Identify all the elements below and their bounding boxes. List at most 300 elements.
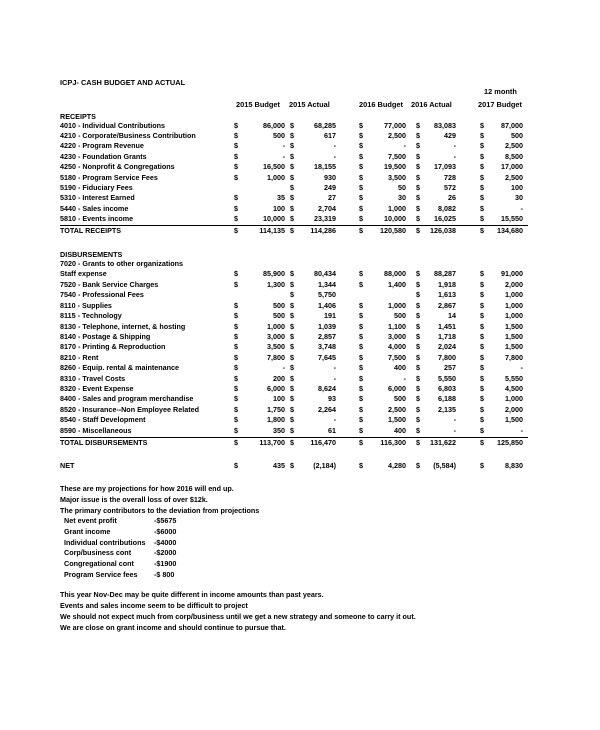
note-paragraph-3: We should not expect much from corp/business until we get a new strategy and someone to carry it out.	[60, 612, 416, 621]
amount-2016-budget: 1,000	[388, 300, 406, 310]
row-label: 4010 - Individual Contributions	[60, 120, 166, 130]
amount-2016-actual: 14	[448, 311, 456, 321]
amount-2016-budget: 500	[394, 394, 406, 404]
amount-2015-budget: 200	[273, 373, 285, 383]
amount-2015-actual: -	[333, 363, 336, 373]
dollar-sign-2015-budget: $	[234, 438, 238, 447]
row-label: 5810 - Events income	[60, 214, 134, 224]
document-title: ICPJ- CASH BUDGET AND ACTUAL	[60, 78, 186, 87]
dollar-sign-2016-budget: $	[359, 151, 363, 161]
dollar-sign-2015-actual: $	[290, 342, 294, 352]
amount-2016-budget: 1,400	[388, 279, 406, 289]
net-row	[0, 461, 600, 471]
dollar-sign-2016-budget: $	[359, 331, 363, 341]
disbursement-row	[0, 342, 600, 352]
dollar-sign-2015-budget: $	[234, 269, 238, 279]
dollar-sign-2015-actual: $	[290, 331, 294, 341]
dollar-sign-2017-budget: $	[480, 120, 484, 130]
amount-2015-budget: 1,800	[267, 415, 285, 425]
row-label: 5190 - Fiduciary Fees	[60, 182, 133, 192]
receipt-row	[0, 131, 600, 141]
amount-2017-budget: 15,550	[501, 214, 523, 224]
amount-2016-budget: 7,500	[388, 352, 406, 362]
receipt-row	[0, 214, 600, 224]
dollar-sign-2015-actual: $	[290, 404, 294, 414]
row-label: 8590 - Miscellaneous	[60, 425, 132, 435]
amount-2015-budget: 3,000	[267, 331, 285, 341]
amount-2015-actual: 191	[324, 311, 336, 321]
dollar-sign-2016-actual: $	[416, 214, 420, 224]
dollar-sign-2015-actual: $	[290, 151, 294, 161]
amount-2015-budget: 1,300	[267, 279, 285, 289]
amount-2015-actual: 930	[324, 172, 336, 182]
dollar-sign-2017-budget: $	[480, 311, 484, 321]
row-label: 8400 - Sales and program merchandise	[60, 394, 194, 404]
row-label: Staff expense	[60, 269, 107, 279]
dollar-sign-2017-budget: $	[480, 193, 484, 203]
amount-2015-actual: 27	[328, 193, 336, 203]
amount-2017-budget: 1,500	[505, 321, 523, 331]
disbursement-row	[0, 311, 600, 321]
dollar-sign-2015-budget: $	[234, 172, 238, 182]
dollar-sign-2016-actual: $	[416, 141, 420, 151]
dollar-sign-2015-budget: $	[234, 404, 238, 414]
amount-2015-budget: 1,750	[267, 404, 285, 414]
disbursement-row	[0, 332, 600, 342]
dollar-sign-2015-budget: $	[234, 363, 238, 373]
amount-2017-budget: 8,500	[505, 151, 523, 161]
dollar-sign-2016-budget: $	[359, 193, 363, 203]
amount-2015-budget: 100	[273, 394, 285, 404]
dollar-sign-2016-budget: $	[359, 141, 363, 151]
amount-2016-actual: 16,025	[434, 214, 456, 224]
amount-2016-budget: 400	[394, 363, 406, 373]
note-paragraph-2: Events and sales income seem to be difficult to project	[60, 601, 248, 610]
amount-2015-actual: 249	[324, 182, 336, 192]
dollar-sign-2017-budget: $	[480, 172, 484, 182]
dollar-sign-2016-actual: $	[416, 321, 420, 331]
dollar-sign-2016-actual: $	[416, 352, 420, 362]
contributor-value: -$ 800	[154, 570, 175, 579]
dollar-sign-2015-actual: $	[290, 363, 294, 373]
dollar-sign-2015-actual: $	[290, 172, 294, 182]
amount-2015-actual: -	[333, 141, 336, 151]
row-label: 7020 - Grants to other organizations	[60, 259, 184, 268]
dollar-sign-2016-actual: $	[416, 290, 420, 300]
dollar-sign-2017-budget: $	[480, 352, 484, 362]
amount-2016-actual: 2,135	[438, 404, 456, 414]
dollar-sign-2016-budget: $	[359, 182, 363, 192]
amount-2016-actual: -	[453, 141, 456, 151]
amount-2016-budget: 30	[398, 193, 406, 203]
dollar-sign-2015-actual: $	[290, 394, 294, 404]
amount-2016-budget: 500	[394, 311, 406, 321]
amount-2017-budget: 2,000	[505, 279, 523, 289]
amount-2015-actual: 2,857	[318, 331, 336, 341]
dollar-sign-2015-budget: $	[234, 373, 238, 383]
dollar-sign-2017-budget: $	[480, 384, 484, 394]
col-header-2017-line1: 12 month	[484, 87, 517, 96]
dollar-sign-2015-actual: $	[290, 425, 294, 435]
dollar-sign-2016-budget: $	[359, 269, 363, 279]
dollar-sign-2015-budget: $	[234, 311, 238, 321]
amount-2015-budget: 6,000	[267, 384, 285, 394]
amount-2016-budget: 120,580	[380, 226, 406, 235]
dollar-sign-2017-budget: $	[480, 321, 484, 331]
amount-2016-actual: 1,918	[438, 279, 456, 289]
amount-2015-actual: 1,344	[318, 279, 336, 289]
dollar-sign-2016-actual: $	[416, 311, 420, 321]
dollar-sign-2016-budget: $	[359, 384, 363, 394]
dollar-sign-2017-budget: $	[480, 130, 484, 140]
note-paragraph-4: We are close on grant income and should continue to pursue that.	[60, 623, 286, 632]
dollar-sign-2017-budget: $	[480, 461, 484, 470]
dollar-sign-2015-actual: $	[290, 226, 294, 235]
dollar-sign-2015-budget: $	[234, 120, 238, 130]
amount-2016-actual: 17,093	[434, 162, 456, 172]
amount-2017-budget: 30	[515, 193, 523, 203]
dollar-sign-2015-budget: $	[234, 461, 238, 470]
dollar-sign-2016-budget: $	[359, 226, 363, 235]
dollar-sign-2015-actual: $	[290, 130, 294, 140]
receipt-row	[0, 173, 600, 183]
contributor-value: -$1900	[154, 559, 177, 569]
dollar-sign-2015-actual: $	[290, 203, 294, 213]
amount-2016-budget: 88,000	[384, 269, 406, 279]
contributor-label: Grant income	[64, 526, 111, 536]
disbursement-row	[0, 405, 600, 415]
dollar-sign-2015-budget: $	[234, 415, 238, 425]
receipt-row	[0, 141, 600, 151]
note-line-3: The primary contributors to the deviation from projections	[60, 506, 260, 515]
dollar-sign-2015-actual: $	[290, 290, 294, 300]
dollar-sign-2016-actual: $	[416, 269, 420, 279]
row-label: 8520 - Insurance--Non Employee Related	[60, 404, 200, 414]
dollar-sign-2015-budget: $	[234, 130, 238, 140]
amount-2017-budget: 87,000	[501, 120, 523, 130]
amount-2017-budget: -	[520, 425, 523, 435]
col-header-2015-actual: 2015 Actual	[289, 100, 330, 109]
dollar-sign-2015-budget: $	[234, 384, 238, 394]
dollar-sign-2016-actual: $	[416, 120, 420, 130]
dollar-sign-2017-budget: $	[480, 279, 484, 289]
dollar-sign-2016-budget: $	[359, 404, 363, 414]
amount-2016-actual: 88,287	[434, 269, 456, 279]
dollar-sign-2015-budget: $	[234, 193, 238, 203]
amount-2017-budget: 1,000	[505, 311, 523, 321]
amount-2015-actual: 8,624	[318, 384, 336, 394]
amount-2015-budget: 114,135	[259, 226, 285, 235]
col-header-2016-budget: 2016 Budget	[359, 100, 403, 109]
amount-2017-budget: 125,850	[497, 438, 523, 447]
row-label: TOTAL DISBURSEMENTS	[60, 438, 148, 447]
amount-2015-actual: 116,470	[310, 438, 336, 447]
row-label: 8130 - Telephone, internet, & hosting	[60, 321, 186, 331]
row-label: 8540 - Staff Development	[60, 415, 146, 425]
amount-2017-budget: 17,000	[501, 162, 523, 172]
dollar-sign-2015-budget: $	[234, 141, 238, 151]
amount-2016-actual: 7,800	[438, 352, 456, 362]
amount-2015-budget: -	[282, 151, 285, 161]
dollar-sign-2016-actual: $	[416, 279, 420, 289]
dollar-sign-2015-actual: $	[290, 279, 294, 289]
dollar-sign-2017-budget: $	[480, 290, 484, 300]
dollar-sign-2016-budget: $	[359, 214, 363, 224]
dollar-sign-2015-budget: $	[234, 342, 238, 352]
disbursement-row	[0, 363, 600, 373]
amount-2015-budget: 500	[273, 300, 285, 310]
contributor-value: -$6000	[154, 526, 177, 536]
amount-2016-actual: 429	[444, 130, 456, 140]
amount-2015-actual: 2,264	[318, 404, 336, 414]
row-label: 8310 - Travel Costs	[60, 373, 126, 383]
dollar-sign-2017-budget: $	[480, 438, 484, 447]
dollar-sign-2016-actual: $	[416, 373, 420, 383]
amount-2015-actual: 7,645	[318, 352, 336, 362]
note-paragraph-1: This year Nov-Dec may be quite different in income amounts than past years.	[60, 590, 324, 599]
dollar-sign-2015-actual: $	[290, 373, 294, 383]
amount-2017-budget: 8,830	[505, 461, 523, 470]
disbursement-row	[0, 290, 600, 300]
dollar-sign-2015-budget: $	[234, 279, 238, 289]
dollar-sign-2015-actual: $	[290, 311, 294, 321]
amount-2016-budget: 1,000	[388, 203, 406, 213]
amount-2016-actual: (5,584)	[433, 461, 456, 470]
amount-2017-budget: 1,500	[505, 342, 523, 352]
receipt-row	[0, 193, 600, 203]
dollar-sign-2016-actual: $	[416, 203, 420, 213]
receipt-row	[0, 162, 600, 172]
disbursement-row	[0, 322, 600, 332]
dollar-sign-2016-actual: $	[416, 162, 420, 172]
amount-2015-actual: 114,286	[310, 226, 336, 235]
row-label: 7520 - Bank Service Charges	[60, 279, 159, 289]
amount-2016-budget: 116,300	[380, 438, 406, 447]
disbursement-row	[0, 374, 600, 384]
disbursement-row	[0, 259, 600, 269]
amount-2017-budget: 1,000	[505, 300, 523, 310]
row-label: 4210 - Corporate/Business Contribution	[60, 130, 196, 140]
amount-2017-budget: 91,000	[501, 269, 523, 279]
receipt-row	[0, 204, 600, 214]
amount-2016-actual: 1,451	[438, 321, 456, 331]
dollar-sign-2015-actual: $	[290, 352, 294, 362]
amount-2017-budget: 2,500	[505, 172, 523, 182]
dollar-sign-2016-budget: $	[359, 162, 363, 172]
amount-2016-budget: -	[403, 373, 406, 383]
amount-2017-budget: 1,500	[505, 415, 523, 425]
dollar-sign-2016-actual: $	[416, 394, 420, 404]
dollar-sign-2015-actual: $	[290, 193, 294, 203]
disbursement-row	[0, 280, 600, 290]
amount-2015-actual: 68,285	[314, 120, 336, 130]
dollar-sign-2017-budget: $	[480, 269, 484, 279]
row-label: NET	[60, 461, 75, 470]
amount-2015-budget: 1,000	[267, 321, 285, 331]
dollar-sign-2016-budget: $	[359, 120, 363, 130]
amount-2015-actual: -	[333, 373, 336, 383]
amount-2015-budget: 500	[273, 130, 285, 140]
row-label: 4220 - Program Revenue	[60, 141, 144, 151]
dollar-sign-2017-budget: $	[480, 300, 484, 310]
amount-2017-budget: 2,500	[505, 141, 523, 151]
amount-2016-budget: 2,500	[388, 404, 406, 414]
row-label: 8115 - Technology	[60, 311, 122, 321]
dollar-sign-2017-budget: $	[480, 151, 484, 161]
amount-2016-budget: 3,000	[388, 331, 406, 341]
dollar-sign-2015-budget: $	[234, 300, 238, 310]
dollar-sign-2015-actual: $	[290, 120, 294, 130]
amount-2016-budget: 2,500	[388, 130, 406, 140]
amount-2016-budget: 4,000	[388, 342, 406, 352]
amount-2016-budget: 3,500	[388, 172, 406, 182]
amount-2016-budget: 6,000	[388, 384, 406, 394]
col-header-2017-budget: 2017 Budget	[478, 100, 522, 109]
dollar-sign-2017-budget: $	[480, 342, 484, 352]
dollar-sign-2016-actual: $	[416, 182, 420, 192]
amount-2015-actual: 93	[328, 394, 336, 404]
amount-2016-actual: 1,613	[438, 290, 456, 300]
amount-2016-actual: 26	[448, 193, 456, 203]
dollar-sign-2015-actual: $	[290, 321, 294, 331]
row-label: 4230 - Foundation Grants	[60, 151, 147, 161]
amount-2016-actual: 5,550	[438, 373, 456, 383]
amount-2017-budget: 2,000	[505, 404, 523, 414]
amount-2016-budget: 19,500	[384, 162, 406, 172]
row-label: TOTAL RECEIPTS	[60, 226, 122, 235]
receipts-total-row	[0, 226, 600, 236]
col-header-2016-actual: 2016 Actual	[411, 100, 452, 109]
amount-2017-budget: 1,000	[505, 290, 523, 300]
amount-2017-budget: 1,000	[505, 394, 523, 404]
dollar-sign-2015-budget: $	[234, 331, 238, 341]
dollar-sign-2016-budget: $	[359, 425, 363, 435]
amount-2015-budget: 86,000	[263, 120, 285, 130]
receipt-row	[0, 121, 600, 131]
amount-2016-budget: 400	[394, 425, 406, 435]
row-label: 8260 - Equip. rental & maintenance	[60, 363, 180, 373]
amount-2015-budget: 35	[277, 193, 285, 203]
disbursement-row	[0, 353, 600, 363]
dollar-sign-2015-budget: $	[234, 321, 238, 331]
dollar-sign-2016-budget: $	[359, 130, 363, 140]
amount-2016-actual: -	[453, 425, 456, 435]
dollar-sign-2016-actual: $	[416, 172, 420, 182]
amount-2016-actual: -	[453, 151, 456, 161]
amount-2015-actual: -	[333, 151, 336, 161]
amount-2016-budget: 50	[398, 182, 406, 192]
dollar-sign-2016-actual: $	[416, 151, 420, 161]
amount-2015-budget: 85,900	[263, 269, 285, 279]
amount-2016-budget: -	[403, 141, 406, 151]
amount-2015-actual: (2,184)	[313, 461, 336, 470]
dollar-sign-2017-budget: $	[480, 394, 484, 404]
dollar-sign-2017-budget: $	[480, 331, 484, 341]
contributor-label: Individual contributions	[64, 537, 146, 547]
amount-2015-actual: 1,039	[318, 321, 336, 331]
dollar-sign-2016-budget: $	[359, 352, 363, 362]
amount-2015-actual: 3,748	[318, 342, 336, 352]
dollar-sign-2016-budget: $	[359, 438, 363, 447]
dollar-sign-2016-actual: $	[416, 415, 420, 425]
amount-2015-budget: 7,800	[267, 352, 285, 362]
contributor-label: Congregational cont	[64, 559, 134, 569]
row-label: 8320 - Event Expense	[60, 384, 134, 394]
amount-2016-budget: 7,500	[388, 151, 406, 161]
row-label: 4250 - Nonprofit & Congregations	[60, 162, 175, 172]
disbursements-total-row	[0, 438, 600, 448]
dollar-sign-2015-budget: $	[234, 203, 238, 213]
amount-2016-actual: 6,803	[438, 384, 456, 394]
dollar-sign-2017-budget: $	[480, 182, 484, 192]
dollar-sign-2016-actual: $	[416, 226, 420, 235]
dollar-sign-2015-budget: $	[234, 394, 238, 404]
amount-2017-budget: 7,800	[505, 352, 523, 362]
dollar-sign-2015-actual: $	[290, 415, 294, 425]
amount-2015-actual: 5,750	[318, 290, 336, 300]
amount-2015-budget: 113,700	[259, 438, 285, 447]
amount-2016-budget: 4,280	[388, 461, 406, 470]
dollar-sign-2015-actual: $	[290, 162, 294, 172]
dollar-sign-2016-budget: $	[359, 203, 363, 213]
dollar-sign-2015-actual: $	[290, 461, 294, 470]
receipt-row	[0, 183, 600, 193]
dollar-sign-2017-budget: $	[480, 214, 484, 224]
contributor-label: Program Service fees	[64, 570, 138, 579]
receipts-heading: RECEIPTS	[60, 112, 96, 121]
amount-2016-actual: -	[453, 415, 456, 425]
amount-2016-actual: 131,622	[430, 438, 456, 447]
amount-2016-actual: 572	[444, 182, 456, 192]
dollar-sign-2016-budget: $	[359, 311, 363, 321]
amount-2015-actual: 80,434	[314, 269, 336, 279]
dollar-sign-2015-actual: $	[290, 438, 294, 447]
disbursement-row	[0, 269, 600, 279]
col-header-2015-budget: 2015 Budget	[236, 100, 280, 109]
dollar-sign-2016-actual: $	[416, 404, 420, 414]
amount-2016-actual: 83,083	[434, 120, 456, 130]
dollar-sign-2017-budget: $	[480, 425, 484, 435]
dollar-sign-2016-budget: $	[359, 373, 363, 383]
amount-2017-budget: -	[520, 363, 523, 373]
amount-2015-actual: 61	[328, 425, 336, 435]
dollar-sign-2016-budget: $	[359, 363, 363, 373]
contributor-value: -$4000	[154, 537, 177, 547]
amount-2016-budget: 1,500	[388, 415, 406, 425]
dollar-sign-2015-budget: $	[234, 162, 238, 172]
receipt-row	[0, 152, 600, 162]
disbursement-row	[0, 415, 600, 425]
dollar-sign-2016-actual: $	[416, 331, 420, 341]
row-label: 5310 - Interest Earned	[60, 193, 135, 203]
dollar-sign-2016-budget: $	[359, 279, 363, 289]
contributor-label: Net event profit	[64, 516, 117, 525]
amount-2016-actual: 2,024	[438, 342, 456, 352]
amount-2016-budget: 77,000	[384, 120, 406, 130]
amount-2017-budget: 4,500	[505, 384, 523, 394]
disbursements-heading: DISBURSEMENTS	[60, 250, 123, 259]
amount-2016-actual: 8,082	[438, 203, 456, 213]
dollar-sign-2015-actual: $	[290, 182, 294, 192]
amount-2015-actual: 617	[324, 130, 336, 140]
amount-2015-actual: 18,155	[314, 162, 336, 172]
dollar-sign-2016-actual: $	[416, 342, 420, 352]
amount-2016-actual: 6,188	[438, 394, 456, 404]
amount-2017-budget: 500	[511, 130, 523, 140]
row-label: 8170 - Printing & Reproduction	[60, 342, 166, 352]
amount-2017-budget: 134,680	[497, 226, 523, 235]
dollar-sign-2016-budget: $	[359, 415, 363, 425]
